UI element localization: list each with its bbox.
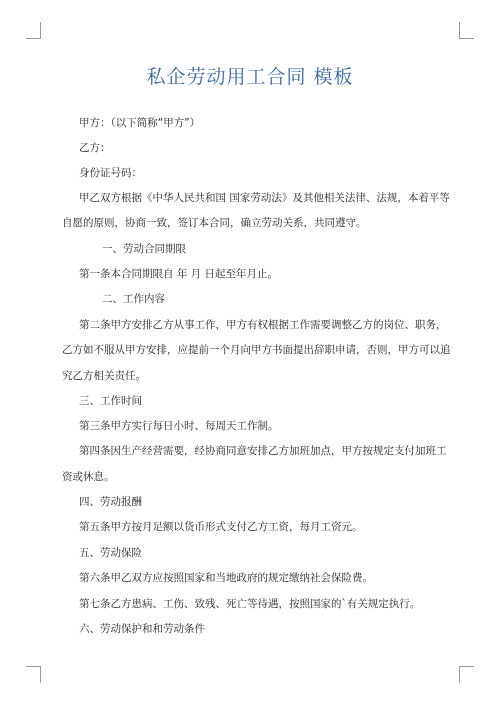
crop-mark-top-left (26, 22, 41, 39)
clause-line: 第三条甲方实行每日小时、每周天工作制。 (79, 420, 279, 432)
section-heading: 五、劳动保险 (79, 547, 142, 559)
clause-line: 资或休息。 (62, 471, 115, 483)
clause-line: 第七条乙方患病、工伤、致残、死亡等待遇，按照国家的`有关规定执行。 (79, 598, 421, 610)
document-title: 私企劳动用工合同 模板 (146, 66, 354, 88)
paragraph-line: 甲乙双方根据《中华人民共和国 国家劳动法》及其他相关法律、法规，本着平等 (79, 192, 450, 204)
crop-mark-top-right (459, 22, 474, 39)
section-heading: 四、劳动报酬 (79, 496, 142, 508)
clause-line: 究乙方相关责任。 (62, 370, 146, 382)
clause-line: 第一条本合同期限自 年 月 日起至年月止。 (79, 268, 279, 280)
clause-line: 第五条甲方按月足额以货币形式支付乙方工资，每月工资元。 (79, 521, 363, 533)
section-heading: 六、劳动保护和和劳动条件 (79, 623, 205, 635)
section-heading: 二、工作内容 (102, 293, 165, 305)
clause-line: 乙方如不服从甲方安排，应提前一个月向甲方书面提出辞职申请，否则，甲方可以追 (62, 344, 451, 356)
crop-mark-bottom-left (26, 666, 41, 683)
section-heading: 一、劳动合同期限 (102, 243, 186, 255)
clause-line: 第六条甲乙双方应按照国家和当地政府的规定缴纳社会保险费。 (79, 572, 373, 584)
party-b-line: 乙方： (79, 142, 111, 154)
clause-line: 第四条因生产经营需要，经协商同意安排乙方加班加点，甲方按规定支付加班工 (79, 445, 447, 457)
section-heading: 三、工作时间 (79, 395, 142, 407)
clause-line: 第二条甲方安排乙方从事工作，甲方有权根据工作需要调整乙方的岗位、职务， (79, 319, 447, 331)
crop-mark-bottom-right (459, 666, 474, 683)
id-number-line: 身份证号码： (79, 167, 142, 179)
paragraph-line: 自愿的原则，协商一致，签订本合同，确立劳动关系，共同遵守。 (62, 217, 367, 229)
party-a-line: 甲方：（以下简称“甲方”） (79, 117, 201, 129)
